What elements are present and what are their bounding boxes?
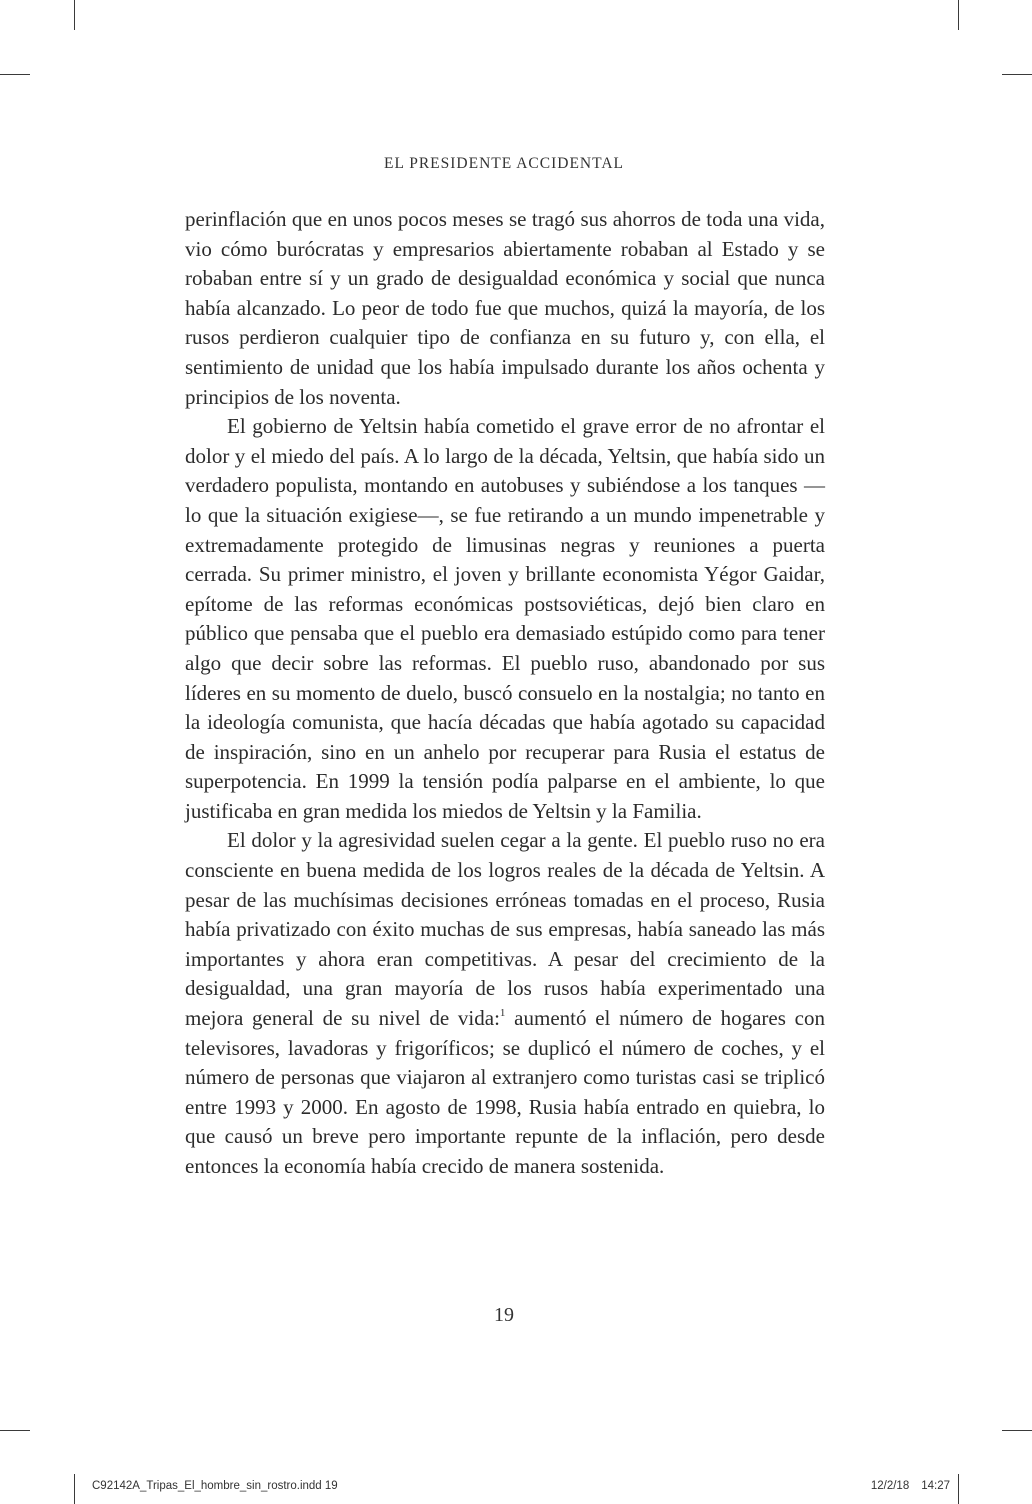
paragraph-3 — [185, 826, 825, 1181]
crop-mark-bottom-left-h — [0, 1430, 30, 1431]
crop-mark-top-right — [958, 0, 959, 30]
crop-mark-top-left-h — [0, 74, 30, 75]
paragraph-text-continued: aumentó el número de hogares con televisores, lavadoras y frigoríficos; se duplicó el número de coches, y el número de personas que viajaron al extranjero como turistas casi se triplicó entre 1993 y 2000. En agosto de 1998, Rusia había entrado en quiebra, lo que causó un breve pero importante repunte de la inflación, pero desde entonces la economía había crecido de manera sostenida. — [185, 1006, 825, 1178]
crop-mark-bottom-left — [74, 1474, 75, 1504]
crop-mark-top-right-h — [1002, 74, 1032, 75]
crop-mark-bottom-right — [958, 1474, 959, 1504]
paragraph-text: El dolor y la agresividad suelen cegar a la gente. El pueblo ruso no era consciente en buena medida de los logros reales de la década de Yeltsin. A pesar de las muchísimas decisiones erróneas tomadas en el proceso, Rusia había privatizado con éxito muchas de sus empresas, había saneado las más importantes y ahora eran competitivas. A pesar del crecimiento de la desigualdad, una gran mayoría de los rusos había experimentado una mejora general de su nivel de vida: — [185, 828, 825, 1031]
paragraph-1 — [185, 205, 825, 412]
running-head: EL PRESIDENTE ACCIDENTAL — [383, 155, 625, 172]
paragraph-text: perinflación que en unos pocos meses se tragó sus ahorros de toda una vida, vio cómo burócratas y empresarios abiertamente robaban al Estado y se robaban entre sí y un grado de desigualdad económica y social que nunca había alcanzado. Lo peor de todo fue que muchos, quizá la mayoría, de los rusos perdieron cualquier tipo de confianza en su futuro y, con ella, el sentimiento de unidad que los había impulsado durante los años ochenta y principios de los noventa. — [185, 207, 825, 409]
slug-filename: C92142A_Tripas_El_hombre_sin_rostro.indd 19 — [92, 1480, 338, 1492]
page-number: 19 — [494, 1304, 514, 1326]
paragraph-2 — [185, 412, 825, 826]
slug-datetime — [871, 1480, 950, 1492]
crop-mark-bottom-right-h — [1002, 1430, 1032, 1431]
crop-mark-top-left — [74, 0, 75, 30]
body-text — [185, 205, 825, 1182]
footnote-reference[interactable]: 1 — [499, 1007, 506, 1020]
slug-date: 12/2/18 — [870, 1480, 910, 1492]
slug-time: 14:27 — [921, 1480, 950, 1492]
paragraph-text: El gobierno de Yeltsin había cometido el grave error de no afrontar el dolor y el miedo del país. A lo largo de la década, Yeltsin, que había sido un verdadero populista, montando en autobuses y subiéndose a los tanques —lo que la situación exigiese—, se fue retirando a un mundo impenetrable y extremadamente protegido de limusinas negras y reuniones a puerta cerrada. Su primer ministro, el joven y brillante economista Yégor Gaidar, epítome de las reformas económicas postsoviéticas, dejó bien claro en público que pensaba que el pueblo era demasiado estúpido como para tener algo que decir sobre las reformas. El pueblo ruso, abandonado por sus líderes en su momento de duelo, buscó consuelo en la nostalgia; no tanto en la ideología comunista, que hacía décadas que había agotado su capacidad de inspiración, sino en un anhelo por recuperar para Rusia el estatus de superpotencia. En 1999 la tensión podía palparse en el ambiente, lo que justificaba en gran medida los miedos de Yeltsin y la Familia. — [185, 414, 825, 823]
